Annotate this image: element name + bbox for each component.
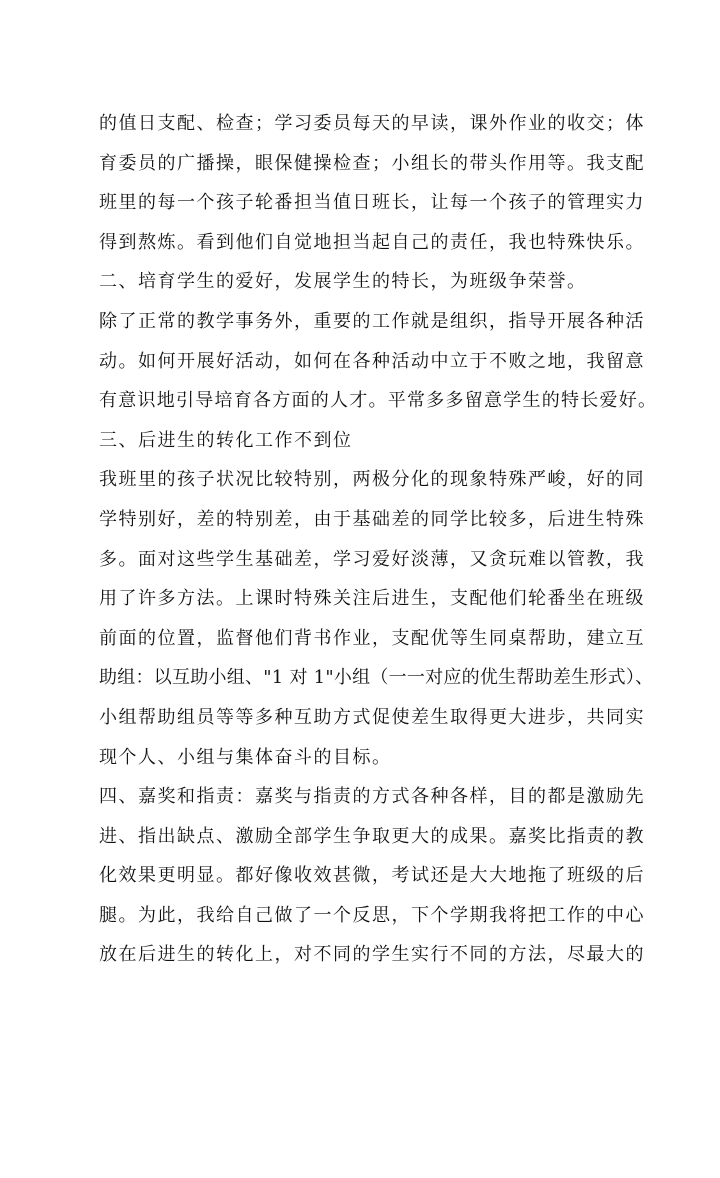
text-line: 化效果更明显。都好像收效甚微，考试还是大大地拖了班级的后 bbox=[99, 865, 645, 887]
text-line: 育委员的广播操，眼保健操检查；小组长的带头作用等。我支配 bbox=[99, 152, 645, 174]
body-text bbox=[99, 104, 658, 975]
text-line: 助组：以互助小组、"1 对 1"小组（一一对应的优生帮助差生形式）、 bbox=[99, 667, 654, 689]
text-line: 放在后进生的转化上，对不同的学生实行不同的方法，尽最大的 bbox=[99, 944, 645, 966]
text-line: 前面的位置，监督他们背书作业，支配优等生同桌帮助，建立互 bbox=[99, 627, 645, 649]
text-line: 腿。为此，我给自己做了一个反思，下个学期我将把工作的中心 bbox=[99, 904, 645, 926]
text-line: 多。面对这些学生基础差，学习爱好淡薄，又贪玩难以管教，我 bbox=[99, 548, 645, 570]
text-line: 现个人、小组与集体奋斗的目标。 bbox=[99, 746, 392, 768]
text-line: 除了正常的教学事务外，重要的工作就是组织，指导开展各种活 bbox=[99, 310, 645, 332]
section-heading: 三、后进生的转化工作不到位 bbox=[99, 429, 353, 451]
text-line: 的值日支配、检查；学习委员每天的早读，课外作业的收交；体 bbox=[99, 113, 645, 134]
text-line: 班里的每一个孩子轮番担当值日班长，让每一个孩子的管理实力 bbox=[99, 192, 645, 214]
text-line: 动。如何开展好活动，如何在各种活动中立于不败之地，我留意 bbox=[99, 350, 645, 372]
text-line: 学特别好，差的特别差，由于基础差的同学比较多，后进生特殊 bbox=[99, 508, 645, 530]
text-line: 有意识地引导培育各方面的人才。平常多多留意学生的特长爱好。 bbox=[99, 390, 658, 412]
text-line: 进、指出缺点、激励全部学生争取更大的成果。嘉奖比指责的教 bbox=[99, 825, 645, 847]
text-line: 用了许多方法。上课时特殊关注后进生，支配他们轮番坐在班级 bbox=[99, 588, 645, 610]
section-heading: 二、培育学生的爱好，发展学生的特长，为班级争荣誉。 bbox=[99, 271, 587, 293]
text-line: 小组帮助组员等等多种互助方式促使差生取得更大进步，共同实 bbox=[99, 706, 645, 728]
text-line: 得到熬炼。看到他们自觉地担当起自己的责任，我也特殊快乐。 bbox=[99, 231, 645, 253]
section-heading: 四、嘉奖和指责：嘉奖与指责的方式各种各样，目的都是激励先 bbox=[99, 786, 645, 808]
text-line: 我班里的孩子状况比较特别，两极分化的现象特殊严峻，好的同 bbox=[99, 469, 645, 491]
